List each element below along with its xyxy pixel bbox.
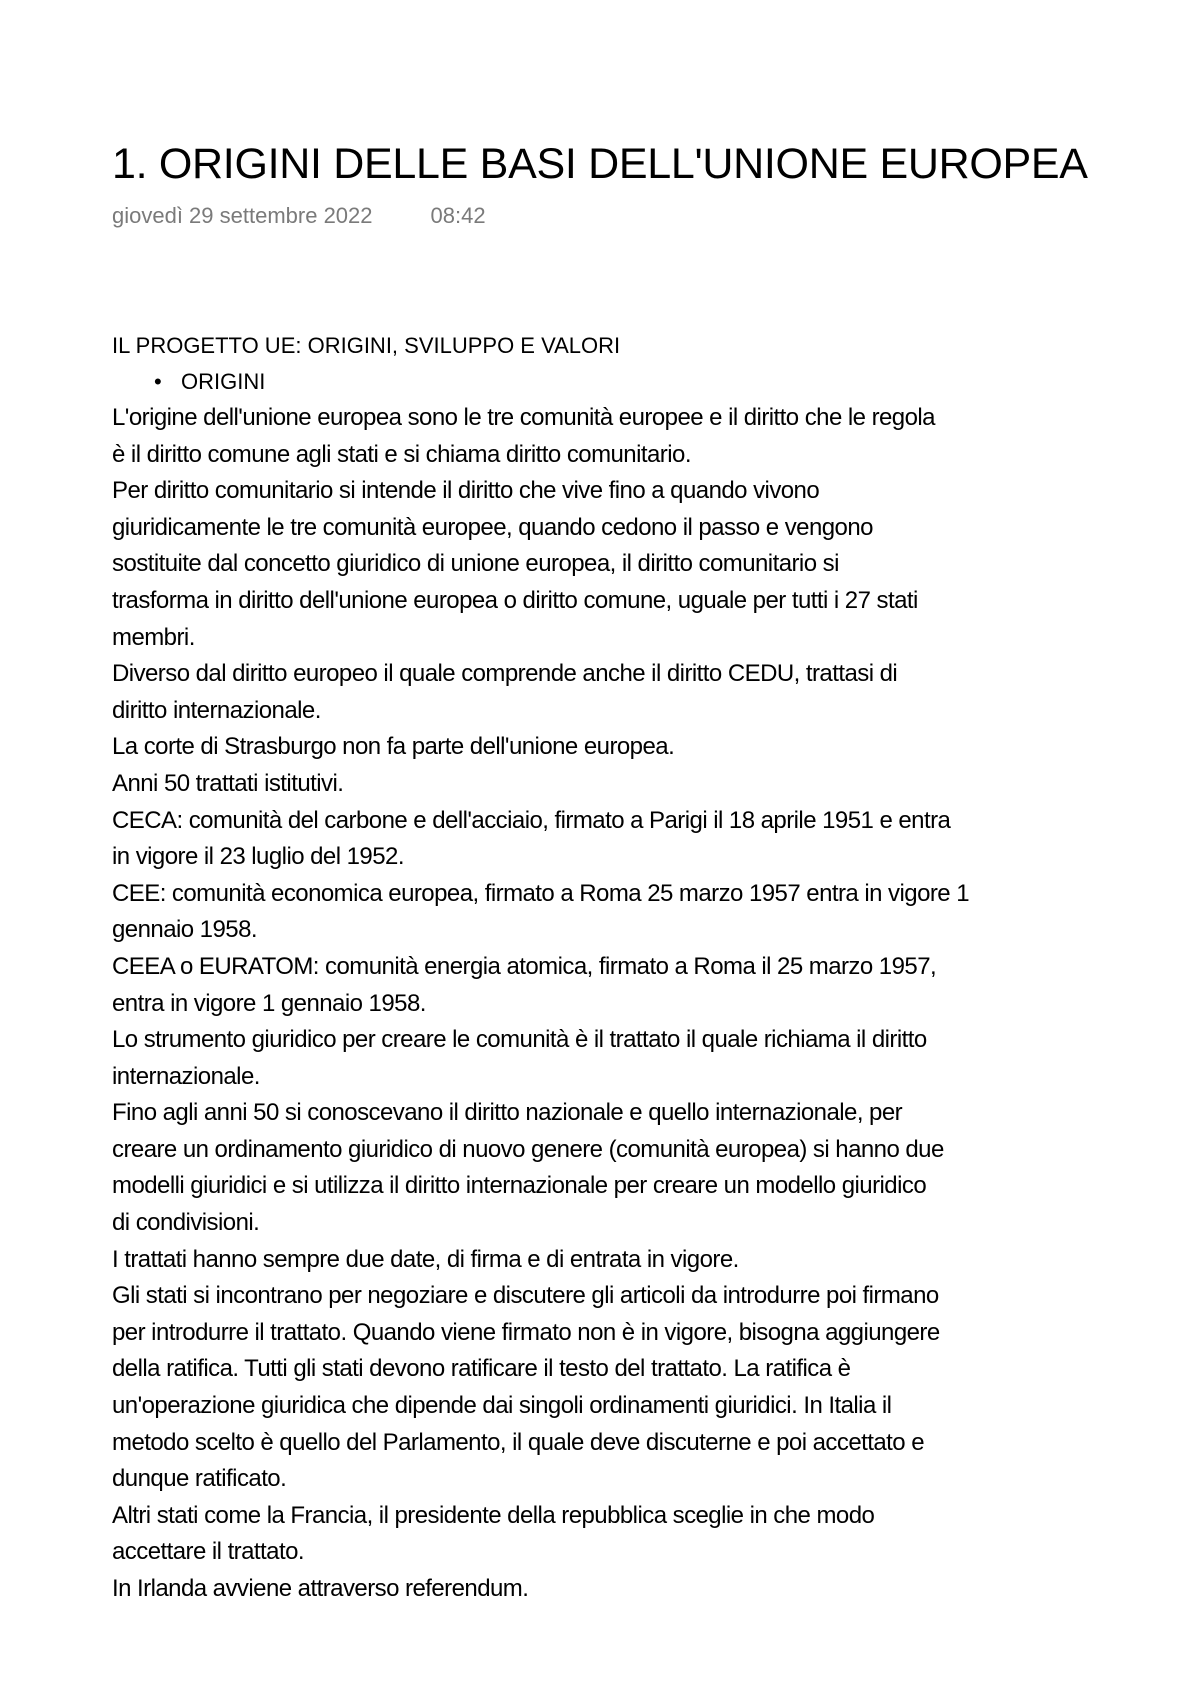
bullet-item-origini xyxy=(112,364,1132,400)
section-heading: IL PROGETTO UE: ORIGINI, SVILUPPO E VALORI xyxy=(112,333,621,358)
text-line: creare un ordinamento giuridico di nuovo genere (comunità europea) si hanno due xyxy=(112,1135,944,1163)
text-line: CEEA o EURATOM: comunità energia atomica, firmato a Roma il 25 marzo 1957, xyxy=(112,952,937,980)
text-line: giuridicamente le tre comunità europee, quando cedono il passo e vengono xyxy=(112,513,873,541)
text-line: trasforma in diritto dell'unione europea o diritto comune, uguale per tutti i 27 stati xyxy=(112,586,918,614)
text-line: gennaio 1958. xyxy=(112,916,257,944)
text-line: accettare il trattato. xyxy=(112,1538,304,1566)
text-line: I trattati hanno sempre due date, di firma e di entrata in vigore. xyxy=(112,1245,739,1273)
text-line: della ratifica. Tutti gli stati devono ratificare il testo del trattato. La ratifica è xyxy=(112,1355,851,1383)
text-line: CECA: comunità del carbone e dell'acciaio, firmato a Parigi il 18 aprile 1951 e entra xyxy=(112,806,951,834)
text-line: diritto internazionale. xyxy=(112,696,321,724)
text-line: Gli stati si incontrano per negoziare e discutere gli articoli da introdurre poi firmano xyxy=(112,1282,939,1310)
note-meta xyxy=(112,200,1132,232)
text-line: La corte di Strasburgo non fa parte dell'unione europea. xyxy=(112,733,675,761)
text-line: CEE: comunità economica europea, firmato a Roma 25 marzo 1957 entra in vigore 1 xyxy=(112,879,970,907)
text-line: L'origine dell'unione europea sono le tre comunità europee e il diritto che le regola xyxy=(112,404,935,431)
text-line: è il diritto comune agli stati e si chiama diritto comunitario. xyxy=(112,440,691,468)
text-line: metodo scelto è quello del Parlamento, il quale deve discuterne e poi accettato e xyxy=(112,1428,924,1456)
text-line: sostituite dal concetto giuridico di unione europea, il diritto comunitario si xyxy=(112,550,839,578)
note-page xyxy=(112,136,1132,1602)
text-line: in vigore il 23 luglio del 1952. xyxy=(112,843,404,871)
page-title: 1. ORIGINI DELLE BASI DELL'UNIONE EUROPEA xyxy=(112,140,1088,188)
text-line: internazionale. xyxy=(112,1062,260,1090)
bullet-item-label: ORIGINI xyxy=(181,369,266,394)
paragraph-block xyxy=(112,400,1132,1608)
text-line: di condivisioni. xyxy=(112,1209,260,1237)
text-line: Fino agli anni 50 si conoscevano il diritto nazionale e quello internazionale, per xyxy=(112,1099,903,1127)
text-line: un'operazione giuridica che dipende dai singoli ordinamenti giuridici. In Italia il xyxy=(112,1392,892,1420)
note-date: giovedì 29 settembre 2022 xyxy=(112,203,373,228)
text-line: In Irlanda avviene attraverso referendum. xyxy=(112,1575,529,1602)
text-line: entra in vigore 1 gennaio 1958. xyxy=(112,989,426,1017)
bullet-icon: • xyxy=(154,369,162,394)
text-line: Altri stati come la Francia, il presidente della repubblica sceglie in che modo xyxy=(112,1501,875,1529)
text-line: membri. xyxy=(112,623,195,651)
text-line: per introdurre il trattato. Quando viene firmato non è in vigore, bisogna aggiungere xyxy=(112,1318,940,1346)
text-line: Per diritto comunitario si intende il diritto che vive fino a quando vivono xyxy=(112,477,820,505)
note-body xyxy=(112,328,1132,1608)
text-line: Diverso dal diritto europeo il quale comprende anche il diritto CEDU, trattasi di xyxy=(112,660,898,688)
text-line: modelli giuridici e si utilizza il diritto internazionale per creare un modello giuridico xyxy=(112,1172,927,1200)
text-line: Lo strumento giuridico per creare le comunità è il trattato il quale richiama il diritto xyxy=(112,1026,927,1054)
note-time: 08:42 xyxy=(430,203,486,228)
text-line: dunque ratificato. xyxy=(112,1465,287,1493)
text-line: Anni 50 trattati istitutivi. xyxy=(112,769,344,797)
